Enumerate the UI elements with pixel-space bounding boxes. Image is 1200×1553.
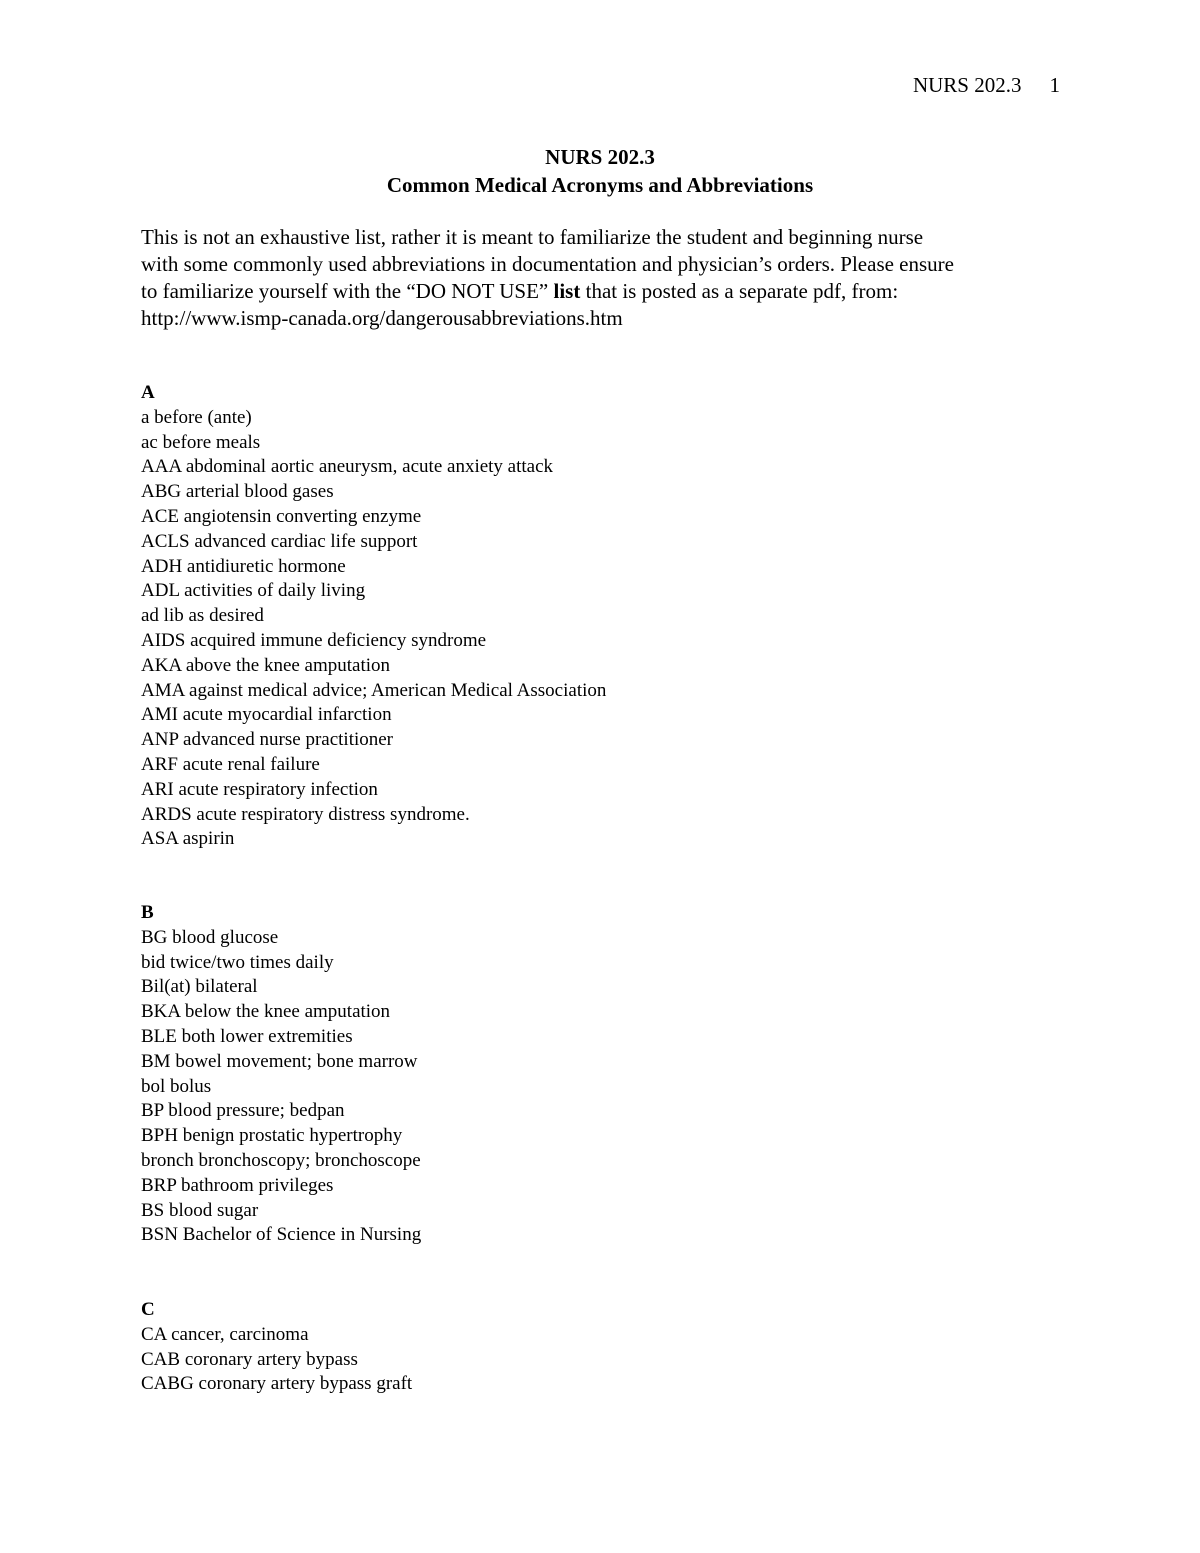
list-item: AKA above the knee amputation bbox=[141, 654, 391, 676]
list-item: ACLS advanced cardiac life support bbox=[141, 530, 418, 552]
intro-link[interactable]: http://www.ismp-canada.org/dangerousabbreviations.htm bbox=[141, 306, 623, 330]
running-header bbox=[913, 72, 1060, 98]
title-course: NURS 202.3 bbox=[545, 145, 655, 169]
list-item: BRP bathroom privileges bbox=[141, 1174, 334, 1196]
list-item: AAA abdominal aortic aneurysm, acute anxiety attack bbox=[141, 456, 554, 478]
section-letter: A bbox=[141, 382, 155, 403]
list-item: bid twice/two times daily bbox=[141, 951, 334, 973]
header-course: NURS 202.3 bbox=[912, 73, 1022, 97]
list-item: CABG coronary artery bypass graft bbox=[141, 1373, 413, 1395]
intro-line-3-bold: list bbox=[553, 279, 581, 303]
intro-paragraph bbox=[141, 224, 1071, 332]
list-item: ac before meals bbox=[141, 431, 261, 453]
list-item: bol bolus bbox=[141, 1075, 212, 1097]
list-item: BLE both lower extremities bbox=[141, 1025, 353, 1047]
intro-line-3-post: that is posted as a separate pdf, from: bbox=[585, 279, 899, 303]
intro-line-1: This is not an exhaustive list, rather it is meant to familiarize the student and beginning nurse bbox=[141, 225, 924, 249]
section-letter: C bbox=[141, 1299, 155, 1320]
list-item: AIDS acquired immune deficiency syndrome bbox=[141, 629, 487, 651]
intro-line-3-pre: to familiarize yourself with the “DO NOT USE” bbox=[141, 279, 549, 303]
list-item: BKA below the knee amputation bbox=[141, 1001, 391, 1023]
intro-line-2: with some commonly used abbreviations in documentation and physician’s orders. Please ensure bbox=[141, 252, 954, 276]
list-item: BG blood glucose bbox=[141, 926, 279, 948]
list-item: BP blood pressure; bedpan bbox=[141, 1100, 345, 1122]
list-item: CA cancer, carcinoma bbox=[141, 1323, 309, 1345]
list-item: bronch bronchoscopy; bronchoscope bbox=[141, 1149, 421, 1171]
list-item: BM bowel movement; bone marrow bbox=[141, 1050, 418, 1072]
section-b bbox=[141, 901, 1041, 1248]
list-item: ABG arterial blood gases bbox=[141, 481, 334, 503]
list-item: ASA aspirin bbox=[141, 828, 235, 850]
list-item: ACE angiotensin converting enzyme bbox=[141, 505, 422, 527]
list-item: CAB coronary artery bypass bbox=[141, 1348, 358, 1370]
section-c bbox=[141, 1298, 1041, 1397]
section-a bbox=[141, 381, 1041, 852]
list-item: BS blood sugar bbox=[141, 1199, 259, 1221]
title-subtitle: Common Medical Acronyms and Abbreviations bbox=[386, 173, 814, 197]
list-item: BSN Bachelor of Science in Nursing bbox=[141, 1224, 422, 1246]
list-item: ad lib as desired bbox=[141, 605, 264, 627]
list-item: AMI acute myocardial infarction bbox=[141, 704, 392, 726]
list-item: AMA against medical advice; American Medical Association bbox=[141, 679, 607, 701]
list-item: ARI acute respiratory infection bbox=[141, 778, 378, 800]
list-item: ARDS acute respiratory distress syndrome. bbox=[141, 803, 470, 825]
list-item: Bil(at) bilateral bbox=[141, 976, 258, 998]
page-number: 1 bbox=[1049, 73, 1060, 97]
list-item: ADL activities of daily living bbox=[141, 580, 366, 602]
section-letter: B bbox=[141, 902, 154, 923]
intro-line-3 bbox=[141, 278, 1071, 305]
list-item: BPH benign prostatic hypertrophy bbox=[141, 1125, 403, 1147]
list-item: ADH antidiuretic hormone bbox=[141, 555, 346, 577]
list-item: ARF acute renal failure bbox=[141, 753, 320, 775]
list-item: a before (ante) bbox=[141, 406, 252, 428]
document-title bbox=[0, 143, 1200, 199]
list-item: ANP advanced nurse practitioner bbox=[141, 729, 394, 751]
